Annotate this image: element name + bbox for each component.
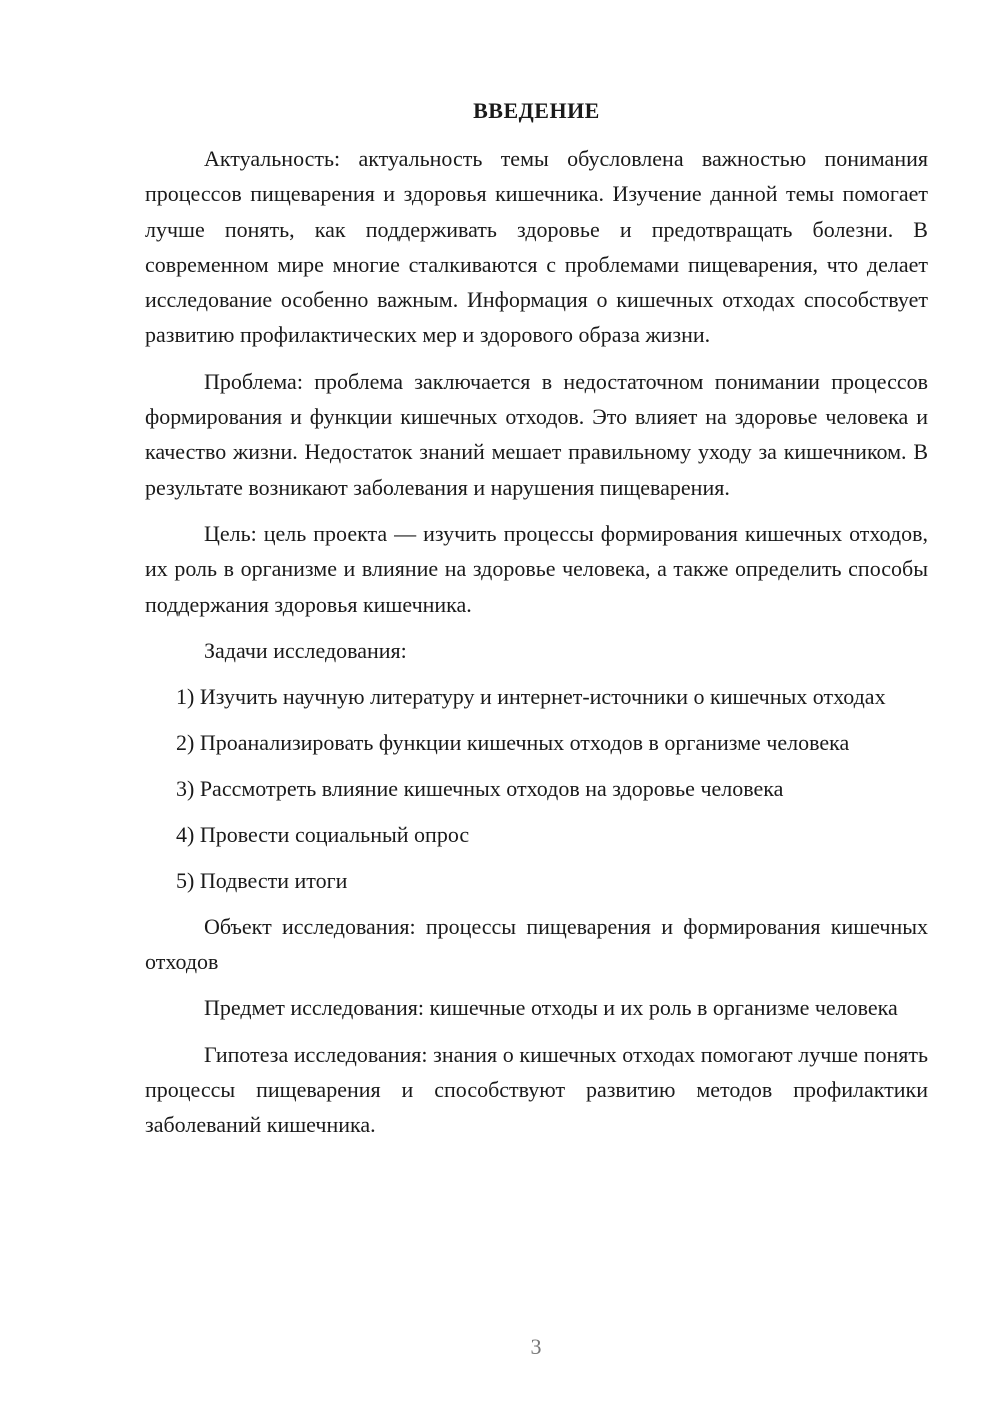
hypothesis-paragraph: Гипотеза исследования: знания о кишечных отходах помогают лучше понять процессы пищеварения и способствуют развитию методов профилактики заболеваний кишечника.	[145, 1041, 928, 1138]
task-item-4: 4) Провести социальный опрос	[176, 821, 470, 847]
object-paragraph: Объект исследования: процессы пищеварения и формирования кишечных отходов	[145, 913, 928, 975]
problem-paragraph: Проблема: проблема заключается в недостаточном понимании процессов формирования и функции кишечных отходов. Это влияет на здоровье человека и качество жизни. Недостаток знаний мешает правильному уходу за кишечником. В результате возникают заболевания и нарушения пищеварения.	[145, 368, 928, 500]
relevance-paragraph: Актуальность: актуальность темы обусловлена важностью понимания процессов пищеварения и здоровья кишечника. Изучение данной темы помогает лучше понять, как поддерживать здоровье и предотвращать болезни. В современном мире многие сталкиваются с проблемами пищеварения, что делает исследование особенно важным. Информация о кишечных отходах способствует развитию профилактических мер и здорового образа жизни.	[145, 146, 928, 348]
document-body	[145, 96, 928, 1154]
task-item-2: 2) Проанализировать функции кишечных отходов в организме человека	[176, 729, 850, 755]
tasks-title: Задачи исследования:	[204, 637, 407, 663]
page-title: ВВЕДЕНИЕ	[473, 98, 600, 123]
goal-paragraph: Цель: цель проекта — изучить процессы формирования кишечных отходов, их роль в организме и влияние на здоровье человека, а также определить способы поддержания здоровья кишечника.	[145, 520, 928, 617]
task-item-5: 5) Подвести итоги	[176, 867, 348, 893]
task-item-3: 3) Рассмотреть влияние кишечных отходов на здоровье человека	[176, 775, 784, 801]
subject-paragraph: Предмет исследования: кишечные отходы и их роль в организме человека	[204, 995, 898, 1021]
page-number: 3	[530, 1334, 542, 1359]
task-item-1: 1) Изучить научную литературу и интернет-источники о кишечных отходах	[176, 683, 886, 709]
